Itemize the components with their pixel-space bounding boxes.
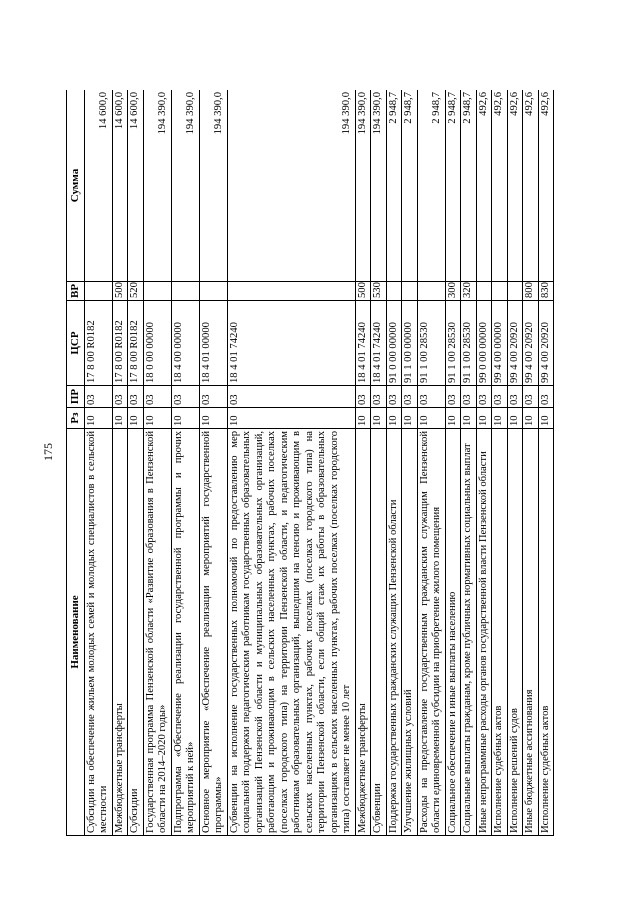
- row-name: Исполнение судебных актов: [538, 429, 554, 836]
- row-sum: 194 390,0: [371, 90, 387, 282]
- row-csr: 91 1 00 28530: [417, 301, 445, 386]
- table-row: [128, 90, 144, 836]
- row-sum: 492,6: [476, 90, 492, 282]
- row-sum: 2 948,7: [402, 90, 418, 282]
- row-csr: 99 4 00 00000: [492, 301, 508, 386]
- row-sum: 492,6: [523, 90, 539, 282]
- table-row: [523, 90, 539, 836]
- row-name: Субсидии: [128, 429, 144, 836]
- row-csr: 99 4 00 20920: [523, 301, 539, 386]
- row-vr: [386, 282, 402, 301]
- row-rz: 10: [445, 408, 461, 429]
- row-vr: [227, 282, 355, 301]
- table-row: [417, 90, 445, 836]
- row-pr: 03: [227, 386, 355, 408]
- row-csr: 91 1 00 28530: [445, 301, 461, 386]
- row-vr: [476, 282, 492, 301]
- row-csr: 91 1 00 28530: [461, 301, 477, 386]
- row-name: Межбюджетные трансферты: [112, 429, 128, 836]
- row-sum: 194 390,0: [227, 90, 355, 282]
- budget-table-region: [66, 90, 556, 836]
- table-row: [402, 90, 418, 836]
- header-name: Наименование: [67, 429, 85, 836]
- row-sum: 14 600,0: [128, 90, 144, 282]
- row-csr: 91 0 00 00000: [386, 301, 402, 386]
- row-csr: 18 4 01 74240: [371, 301, 387, 386]
- row-vr: 320: [461, 282, 477, 301]
- row-pr: 03: [492, 386, 508, 408]
- row-sum: 194 390,0: [199, 90, 227, 282]
- row-vr: 830: [538, 282, 554, 301]
- row-rz: 10: [128, 408, 144, 429]
- row-rz: 10: [171, 408, 199, 429]
- row-rz: 10: [523, 408, 539, 429]
- row-csr: 99 4 00 20920: [538, 301, 554, 386]
- row-rz: 10: [476, 408, 492, 429]
- budget-table: [66, 90, 554, 836]
- row-name: Субвенции на исполнение государственных полномочий по предоставлению мер социальной поддержки педагогическим работникам государственных образовательных организаций Пензенской области и муниципальных образовательных организаций, работающим и проживающим в сельских населенных пунктах, рабочих поселках (поселках городского типа) на территории Пензенской области, и педагогическим работникам образовательных организаций, вышедшим на пенсию и проживающим в сельских населенных пунктах, рабочих поселках (поселках городского типа) на территории Пензенской области, если общий стаж их работы в образовательных организациях в сельских населенных пунктах, рабочих поселках (поселках городского типа) составляет не менее 10 лет: [227, 429, 355, 836]
- row-pr: 03: [417, 386, 445, 408]
- row-name: Подпрограмма «Обеспечение реализации государственной программы и прочих мероприятий к ней»: [171, 429, 199, 836]
- row-sum: 2 948,7: [417, 90, 445, 282]
- row-rz: 10: [417, 408, 445, 429]
- table-row: [492, 90, 508, 836]
- row-vr: 500: [355, 282, 371, 301]
- table-row: [386, 90, 402, 836]
- row-csr: 18 4 00 00000: [171, 301, 199, 386]
- row-sum: 492,6: [492, 90, 508, 282]
- row-sum: 194 390,0: [143, 90, 171, 282]
- row-sum: 492,6: [507, 90, 523, 282]
- header-vr: ВР: [67, 282, 85, 301]
- row-pr: 03: [128, 386, 144, 408]
- row-sum: 194 390,0: [171, 90, 199, 282]
- row-rz: 10: [386, 408, 402, 429]
- row-name: Основное мероприятие «Обеспечение реализации мероприятий государственной программы»: [199, 429, 227, 836]
- row-vr: [402, 282, 418, 301]
- row-csr: 99 0 00 00000: [476, 301, 492, 386]
- row-vr: [507, 282, 523, 301]
- row-pr: 03: [461, 386, 477, 408]
- row-rz: 10: [199, 408, 227, 429]
- table-row: [445, 90, 461, 836]
- row-name: Иные непрограммные расходы органов государственной власти Пензенской области: [476, 429, 492, 836]
- row-rz: 10: [507, 408, 523, 429]
- row-sum: 2 948,7: [386, 90, 402, 282]
- row-vr: [143, 282, 171, 301]
- row-name: Субсидии на обеспечение жильем молодых семей и молодых специалистов в сельской местности: [84, 429, 112, 836]
- row-csr: 17 8 00 R0182: [112, 301, 128, 386]
- row-name: Поддержка государственных гражданских служащих Пензенской области: [386, 429, 402, 836]
- row-csr: 18 4 01 74240: [355, 301, 371, 386]
- row-pr: 03: [371, 386, 387, 408]
- row-name: Исполнение судебных актов: [492, 429, 508, 836]
- row-vr: 300: [445, 282, 461, 301]
- row-rz: 10: [143, 408, 171, 429]
- table-row: [199, 90, 227, 836]
- header-rz: Рз: [67, 408, 85, 429]
- row-csr: 99 4 00 20920: [507, 301, 523, 386]
- row-sum: 14 600,0: [112, 90, 128, 282]
- row-rz: 10: [461, 408, 477, 429]
- row-name: Субвенции: [371, 429, 387, 836]
- table-row: [143, 90, 171, 836]
- table-row: [461, 90, 477, 836]
- table-row: [227, 90, 355, 836]
- row-sum: 2 948,7: [445, 90, 461, 282]
- row-rz: 10: [355, 408, 371, 429]
- header-pr: ПР: [67, 386, 85, 408]
- row-pr: 03: [112, 386, 128, 408]
- row-name: Социальные выплаты гражданам, кроме публичных нормативных социальных выплат: [461, 429, 477, 836]
- row-csr: 18 4 01 74240: [227, 301, 355, 386]
- row-vr: [84, 282, 112, 301]
- table-header-row: [67, 90, 85, 836]
- table-row: [538, 90, 554, 836]
- header-csr: ЦСР: [67, 301, 85, 386]
- row-csr: 91 1 00 00000: [402, 301, 418, 386]
- row-rz: 10: [371, 408, 387, 429]
- row-pr: 03: [143, 386, 171, 408]
- row-csr: 17 8 00 R0182: [128, 301, 144, 386]
- row-sum: 492,6: [538, 90, 554, 282]
- table-row: [371, 90, 387, 836]
- row-vr: 520: [128, 282, 144, 301]
- row-rz: 10: [227, 408, 355, 429]
- row-pr: 03: [523, 386, 539, 408]
- row-csr: 18 0 00 00000: [143, 301, 171, 386]
- rotated-page-content: [66, 90, 556, 836]
- table-row: [507, 90, 523, 836]
- row-sum: 194 390,0: [355, 90, 371, 282]
- row-name: Исполнение решений судов: [507, 429, 523, 836]
- row-pr: 03: [355, 386, 371, 408]
- table-row: [171, 90, 199, 836]
- row-pr: 03: [386, 386, 402, 408]
- row-pr: 03: [84, 386, 112, 408]
- table-row: [355, 90, 371, 836]
- row-pr: 03: [199, 386, 227, 408]
- page-number: 175: [41, 443, 55, 461]
- row-name: Улучшение жилищных условий: [402, 429, 418, 836]
- row-csr: 17 8 00 R0182: [84, 301, 112, 386]
- header-sum: Сумма: [67, 90, 85, 282]
- row-vr: 530: [371, 282, 387, 301]
- row-rz: 10: [402, 408, 418, 429]
- table-row: [476, 90, 492, 836]
- row-pr: 03: [538, 386, 554, 408]
- row-rz: 10: [84, 408, 112, 429]
- row-sum: 14 600,0: [84, 90, 112, 282]
- row-csr: 18 4 01 00000: [199, 301, 227, 386]
- row-name: Социальное обеспечение и иные выплаты населению: [445, 429, 461, 836]
- row-rz: 10: [112, 408, 128, 429]
- row-pr: 03: [445, 386, 461, 408]
- row-rz: 10: [492, 408, 508, 429]
- row-vr: [199, 282, 227, 301]
- row-name: Расходы на предоставление государственным гражданским служащим Пензенской области единовременной субсидии на приобретение жилого помещения: [417, 429, 445, 836]
- table-row: [84, 90, 112, 836]
- table-body: [84, 90, 554, 836]
- row-vr: 500: [112, 282, 128, 301]
- row-name: Иные бюджетные ассигнования: [523, 429, 539, 836]
- table-row: [112, 90, 128, 836]
- row-vr: 800: [523, 282, 539, 301]
- row-name: Межбюджетные трансферты: [355, 429, 371, 836]
- row-vr: [171, 282, 199, 301]
- row-pr: 03: [507, 386, 523, 408]
- row-sum: 2 948,7: [461, 90, 477, 282]
- row-name: Государственная программа Пензенской области «Развитие образования в Пензенской области на 2014–2020 годы»: [143, 429, 171, 836]
- row-pr: 03: [476, 386, 492, 408]
- row-pr: 03: [402, 386, 418, 408]
- row-vr: [417, 282, 445, 301]
- row-rz: 10: [538, 408, 554, 429]
- row-pr: 03: [171, 386, 199, 408]
- row-vr: [492, 282, 508, 301]
